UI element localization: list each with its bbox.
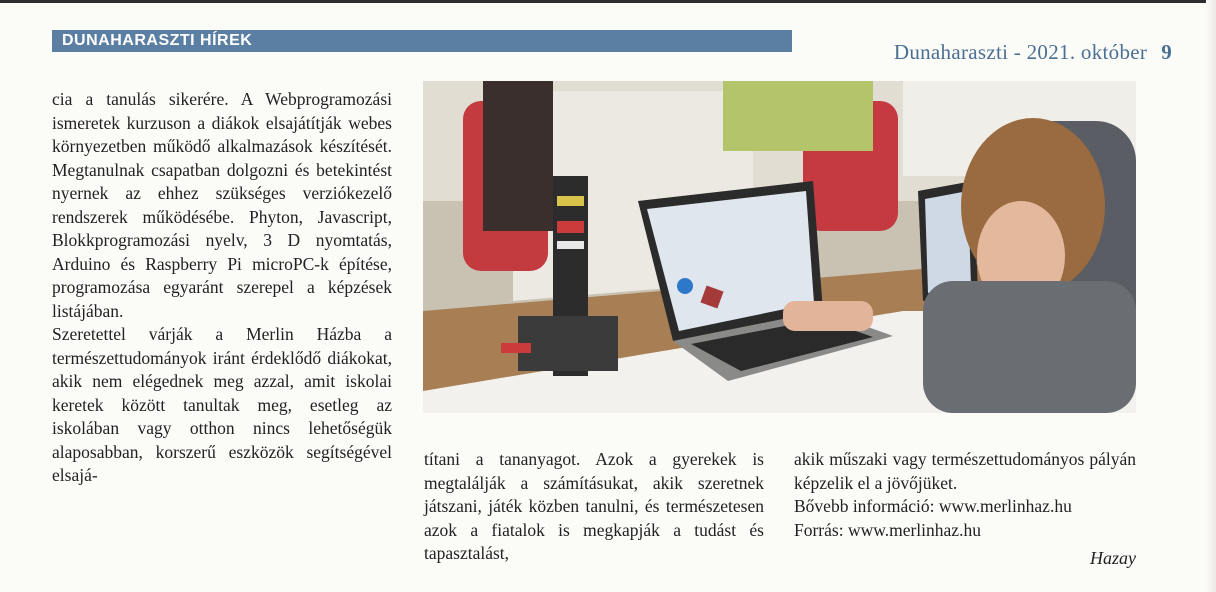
- paragraph: Szeretettel várják a Merlin Házba a természettudományok iránt érdeklődő diákokat, akik nem elégednek meg azzal, amit iskolai keretek között tanultak meg, esetleg az iskolában vagy otthon nincs lehetőségük alaposabban, korszerű eszközök segítségével elsajá-: [52, 324, 392, 485]
- article-column-3: [794, 448, 1136, 542]
- article-column-1: [52, 88, 392, 488]
- paragraph: cia a tanulás sikerére. A Webprogramozási ismeretek kurzuson a diákok elsajátítják webes környezetben működő alkalmazások készítését. Megtanulnak csapatban dolgozni és betekintést nyernek az ehhez szükséges verziókezelő rendszerek működésébe. Phyton, Javascript, Blokkprogramozási nyelv, 3 D nyomtatás, Arduino és Raspberry Pi microPC-k építése, programozása egyaránt szerepel a képzések listájában.: [52, 89, 392, 321]
- article-photo: [423, 81, 1136, 413]
- author-signature: Hazay: [1090, 548, 1136, 568]
- classroom-photo-illustration: [423, 81, 1136, 413]
- info-line: Bővebb információ: www.merlinhaz.hu: [794, 496, 1072, 516]
- masthead: [894, 40, 1172, 65]
- paragraph: títani a tananyagot. Azok a gyerekek is megtalálják a számításukat, akik szeretnek játszani, játék közben tanulni, és természetesen azok a fiatalok is megkapják a tudást és tapasztalást,: [424, 449, 764, 563]
- source-line: Forrás: www.merlinhaz.hu: [794, 519, 981, 540]
- top-rule: [0, 0, 1216, 3]
- page-edge: [1206, 0, 1216, 592]
- paragraph: akik műszaki vagy természettudományos pályán képzelik el a jövőjüket.: [794, 449, 1136, 493]
- section-header: DUNAHARASZTI HÍREK: [52, 30, 792, 52]
- article-column-2: [424, 448, 764, 566]
- masthead-date: Dunaharaszti - 2021. október: [893, 40, 1148, 64]
- page-number: 9: [1161, 40, 1172, 64]
